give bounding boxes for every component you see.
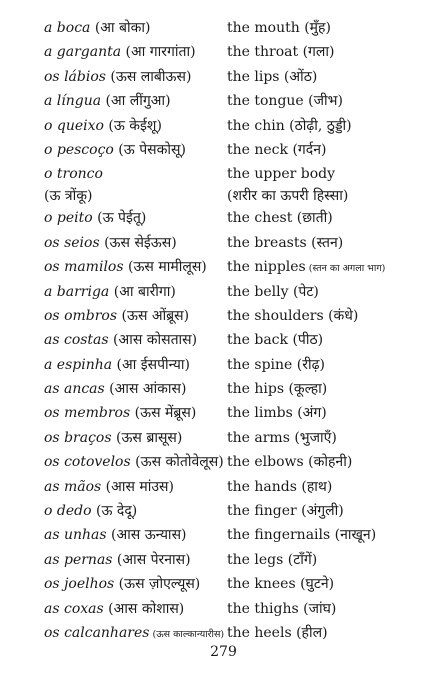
vocab-row xyxy=(44,232,434,256)
vocab-row xyxy=(44,329,434,353)
portuguese-word: a barriga xyxy=(44,283,110,300)
english-translation xyxy=(227,524,434,546)
portuguese-term xyxy=(44,451,227,473)
english-line xyxy=(227,17,434,39)
portuguese-line xyxy=(44,354,227,376)
english-translation xyxy=(227,549,434,571)
portuguese-term xyxy=(44,207,227,229)
english-text: the shoulders (कंधे) xyxy=(227,307,359,324)
english-line xyxy=(227,476,434,498)
pronunciation: (ऊस काल्कान्यारीस) xyxy=(149,628,225,640)
portuguese-line xyxy=(44,378,227,400)
portuguese-word: as costas xyxy=(44,332,109,349)
portuguese-word: o pescoço xyxy=(44,141,114,158)
english-text: the thighs (जांघ) xyxy=(227,600,337,617)
english-line xyxy=(227,256,434,280)
pronunciation: (ऊस मामीलूस) xyxy=(123,259,207,276)
english-line xyxy=(227,207,434,229)
english-text: the chin (ठोढ़ी, ठुड्डी) xyxy=(227,117,352,134)
portuguese-term xyxy=(44,163,227,207)
portuguese-word: os mamilos xyxy=(44,259,124,276)
vocab-row xyxy=(44,207,434,231)
english-translation xyxy=(227,66,434,88)
english-line xyxy=(227,378,434,400)
english-translation xyxy=(227,354,434,376)
portuguese-word: o peito xyxy=(44,210,93,227)
portuguese-word: o dedo xyxy=(44,503,92,520)
english-translation xyxy=(227,281,434,303)
pronunciation: (ऊ पेसकोसू) xyxy=(113,141,186,158)
portuguese-word: o queixo xyxy=(44,117,104,134)
portuguese-line xyxy=(44,41,227,63)
vocab-row xyxy=(44,549,434,573)
english-translation xyxy=(227,207,434,229)
portuguese-term xyxy=(44,354,227,376)
portuguese-word: as pernas xyxy=(44,551,113,568)
portuguese-term xyxy=(44,524,227,546)
english-translation xyxy=(227,256,434,280)
portuguese-word: os lábios xyxy=(44,68,106,85)
portuguese-word: os joelhos xyxy=(44,576,115,593)
english-translation xyxy=(227,573,434,595)
portuguese-word: as unhas xyxy=(44,527,107,544)
portuguese-line xyxy=(44,476,227,498)
vocab-row xyxy=(44,524,434,548)
vocab-row xyxy=(44,354,434,378)
vocab-row xyxy=(44,66,434,90)
pronunciation: (ऊस कोतोवेलूस) xyxy=(130,454,224,471)
english-text: the neck (गर्दन) xyxy=(227,141,327,158)
portuguese-term xyxy=(44,549,227,571)
portuguese-term xyxy=(44,598,227,620)
pronunciation: (ऊस ओंब्रूस) xyxy=(117,307,190,324)
english-line xyxy=(227,329,434,351)
pronunciation: (ऊस सेईऊस) xyxy=(99,234,177,251)
english-text: the belly (पेट) xyxy=(227,283,319,300)
portuguese-line xyxy=(44,427,227,449)
pronunciation: (ऊस लाबीऊस) xyxy=(105,68,192,85)
pronunciation: (ऊस ज़ोएल्यूस) xyxy=(114,576,201,593)
english-translation xyxy=(227,41,434,63)
portuguese-term xyxy=(44,66,227,88)
portuguese-term xyxy=(44,305,227,327)
vocab-row xyxy=(44,378,434,402)
english-text: the arms (भुजाएँ) xyxy=(227,429,337,446)
portuguese-line xyxy=(44,451,227,473)
english-translation xyxy=(227,451,434,473)
portuguese-word: os cotovelos xyxy=(44,454,131,471)
english-text: the knees (घुटने) xyxy=(227,576,335,593)
english-text: the back (पीठ) xyxy=(227,332,324,349)
vocab-row xyxy=(44,598,434,622)
pronunciation: (ऊ देदू) xyxy=(91,503,138,520)
vocabulary-list xyxy=(44,17,434,646)
portuguese-term xyxy=(44,232,227,254)
portuguese-line xyxy=(44,232,227,254)
english-text: the tongue (जीभ) xyxy=(227,93,343,110)
portuguese-line xyxy=(44,329,227,351)
vocab-row xyxy=(44,573,434,597)
vocab-row xyxy=(44,163,434,207)
pronunciation: (आस ऊन्यास) xyxy=(106,527,187,544)
portuguese-line xyxy=(44,622,227,646)
vocab-row xyxy=(44,139,434,163)
portuguese-term xyxy=(44,378,227,400)
portuguese-word: as mãos xyxy=(44,478,102,495)
english-text: the throat (गला) xyxy=(227,44,335,61)
english-text: the nipples xyxy=(227,259,306,276)
portuguese-line xyxy=(44,524,227,546)
hindi-gloss: (स्तन का अगला भाग) xyxy=(305,263,386,275)
vocab-row xyxy=(44,41,434,65)
english-text: the finger (अंगुली) xyxy=(227,503,344,520)
english-text: the limbs (अंग) xyxy=(227,405,327,422)
english-line xyxy=(227,573,434,595)
english-line xyxy=(227,451,434,473)
english-line xyxy=(227,305,434,327)
vocab-row xyxy=(44,90,434,114)
portuguese-word: as coxas xyxy=(44,600,104,617)
portuguese-term xyxy=(44,476,227,498)
english-text: the upper body xyxy=(227,166,336,183)
pronunciation: (ऊ पेईतू) xyxy=(92,210,147,227)
pronunciation: (आ गारगांता) xyxy=(121,44,196,61)
portuguese-line xyxy=(44,281,227,303)
english-text: the heels (हील) xyxy=(227,624,328,641)
english-text: the chest (छाती) xyxy=(227,210,333,227)
english-text: the hips (कूल्हा) xyxy=(227,381,328,398)
portuguese-line xyxy=(44,207,227,229)
vocab-row xyxy=(44,451,434,475)
english-line xyxy=(227,549,434,571)
english-line xyxy=(227,41,434,63)
portuguese-word: os calcanhares xyxy=(44,624,150,641)
vocab-row xyxy=(44,256,434,280)
portuguese-term xyxy=(44,281,227,303)
english-text: the hands (हाथ) xyxy=(227,478,333,495)
portuguese-term xyxy=(44,573,227,595)
pronunciation: (आ बारीगा) xyxy=(109,283,176,300)
english-translation xyxy=(227,402,434,424)
portuguese-word: os braços xyxy=(44,429,112,446)
pronunciation: (आ ईसपीन्या) xyxy=(112,356,191,373)
english-line xyxy=(227,427,434,449)
english-line xyxy=(227,524,434,546)
portuguese-term xyxy=(44,402,227,424)
pronunciation: (ऊस ब्रासूस) xyxy=(111,429,183,446)
english-line xyxy=(227,402,434,424)
portuguese-word: as ancas xyxy=(44,381,105,398)
english-line xyxy=(227,115,434,137)
english-text: the spine (रीढ़) xyxy=(227,356,325,373)
pronunciation: (ऊ केईशू) xyxy=(103,117,162,134)
english-line xyxy=(227,598,434,620)
portuguese-term xyxy=(44,427,227,449)
pronunciation: (आस कोशास) xyxy=(103,600,185,617)
vocab-row xyxy=(44,427,434,451)
portuguese-line xyxy=(44,17,227,39)
portuguese-line xyxy=(44,598,227,620)
portuguese-line xyxy=(44,163,227,185)
english-line xyxy=(227,66,434,88)
english-translation xyxy=(227,139,434,161)
english-line xyxy=(227,139,434,161)
portuguese-term xyxy=(44,329,227,351)
english-translation xyxy=(227,305,434,327)
english-translation xyxy=(227,163,434,207)
portuguese-line xyxy=(44,115,227,137)
portuguese-line xyxy=(44,139,227,161)
page-number: 279 xyxy=(210,644,237,660)
portuguese-line xyxy=(44,66,227,88)
vocab-row xyxy=(44,115,434,139)
portuguese-term xyxy=(44,139,227,161)
portuguese-line xyxy=(44,500,227,522)
pronunciation: (आस पेरनास) xyxy=(112,551,191,568)
english-text: the mouth (मुँह) xyxy=(227,20,331,36)
pronunciation: (आस आंकास) xyxy=(104,381,187,398)
portuguese-line xyxy=(44,90,227,112)
english-translation xyxy=(227,329,434,351)
english-translation xyxy=(227,115,434,137)
english-translation xyxy=(227,427,434,449)
portuguese-term xyxy=(44,41,227,63)
portuguese-word: os ombros xyxy=(44,307,118,324)
english-line xyxy=(227,281,434,303)
hindi-gloss: (शरीर का ऊपरी हिस्सा) xyxy=(227,188,349,205)
pronunciation: (आस मांउस) xyxy=(101,478,174,495)
english-line xyxy=(227,232,434,254)
english-line xyxy=(227,354,434,376)
portuguese-line xyxy=(44,402,227,424)
pronunciation: (ऊ त्रोंकू) xyxy=(44,188,93,205)
pronunciation: (आ बोका) xyxy=(90,20,151,36)
portuguese-term xyxy=(44,115,227,137)
portuguese-term xyxy=(44,17,227,39)
english-translation xyxy=(227,378,434,400)
english-text: the legs (टाँगें) xyxy=(227,551,318,568)
portuguese-word: a espinha xyxy=(44,356,113,373)
english-translation xyxy=(227,476,434,498)
english-line xyxy=(227,90,434,112)
portuguese-term xyxy=(44,90,227,112)
portuguese-word: a língua xyxy=(44,93,102,110)
english-text: the elbows (कोहनी) xyxy=(227,454,353,471)
pronunciation: (आ लींगुआ) xyxy=(101,93,171,110)
english-line xyxy=(227,163,434,185)
portuguese-line xyxy=(44,305,227,327)
portuguese-word: a boca xyxy=(44,20,91,36)
english-text: the lips (ओंठ) xyxy=(227,68,318,85)
english-line xyxy=(227,500,434,522)
portuguese-line xyxy=(44,573,227,595)
portuguese-line xyxy=(44,256,227,278)
portuguese-word: a garganta xyxy=(44,44,122,61)
portuguese-word: os membros xyxy=(44,405,131,422)
vocab-row xyxy=(44,500,434,524)
pronunciation: (आस कोसतास) xyxy=(108,332,198,349)
english-text: the breasts (स्तन) xyxy=(227,234,344,251)
english-translation xyxy=(227,232,434,254)
english-text: the fingernails (नाखून) xyxy=(227,527,377,544)
pronunciation: (ऊस मेंब्रूस) xyxy=(130,405,197,422)
portuguese-term xyxy=(44,500,227,522)
vocab-row xyxy=(44,402,434,426)
english-translation xyxy=(227,500,434,522)
vocab-row xyxy=(44,305,434,329)
vocab-row xyxy=(44,17,434,41)
english-translation xyxy=(227,598,434,620)
english-translation xyxy=(227,17,434,39)
vocab-row xyxy=(44,476,434,500)
portuguese-term xyxy=(44,622,227,646)
english-line xyxy=(227,622,434,644)
portuguese-word: o tronco xyxy=(44,166,103,183)
vocab-row xyxy=(44,622,434,646)
english-translation xyxy=(227,90,434,112)
vocab-row xyxy=(44,281,434,305)
portuguese-line xyxy=(44,549,227,571)
portuguese-word: os seios xyxy=(44,234,100,251)
portuguese-term xyxy=(44,256,227,278)
english-translation xyxy=(227,622,434,644)
